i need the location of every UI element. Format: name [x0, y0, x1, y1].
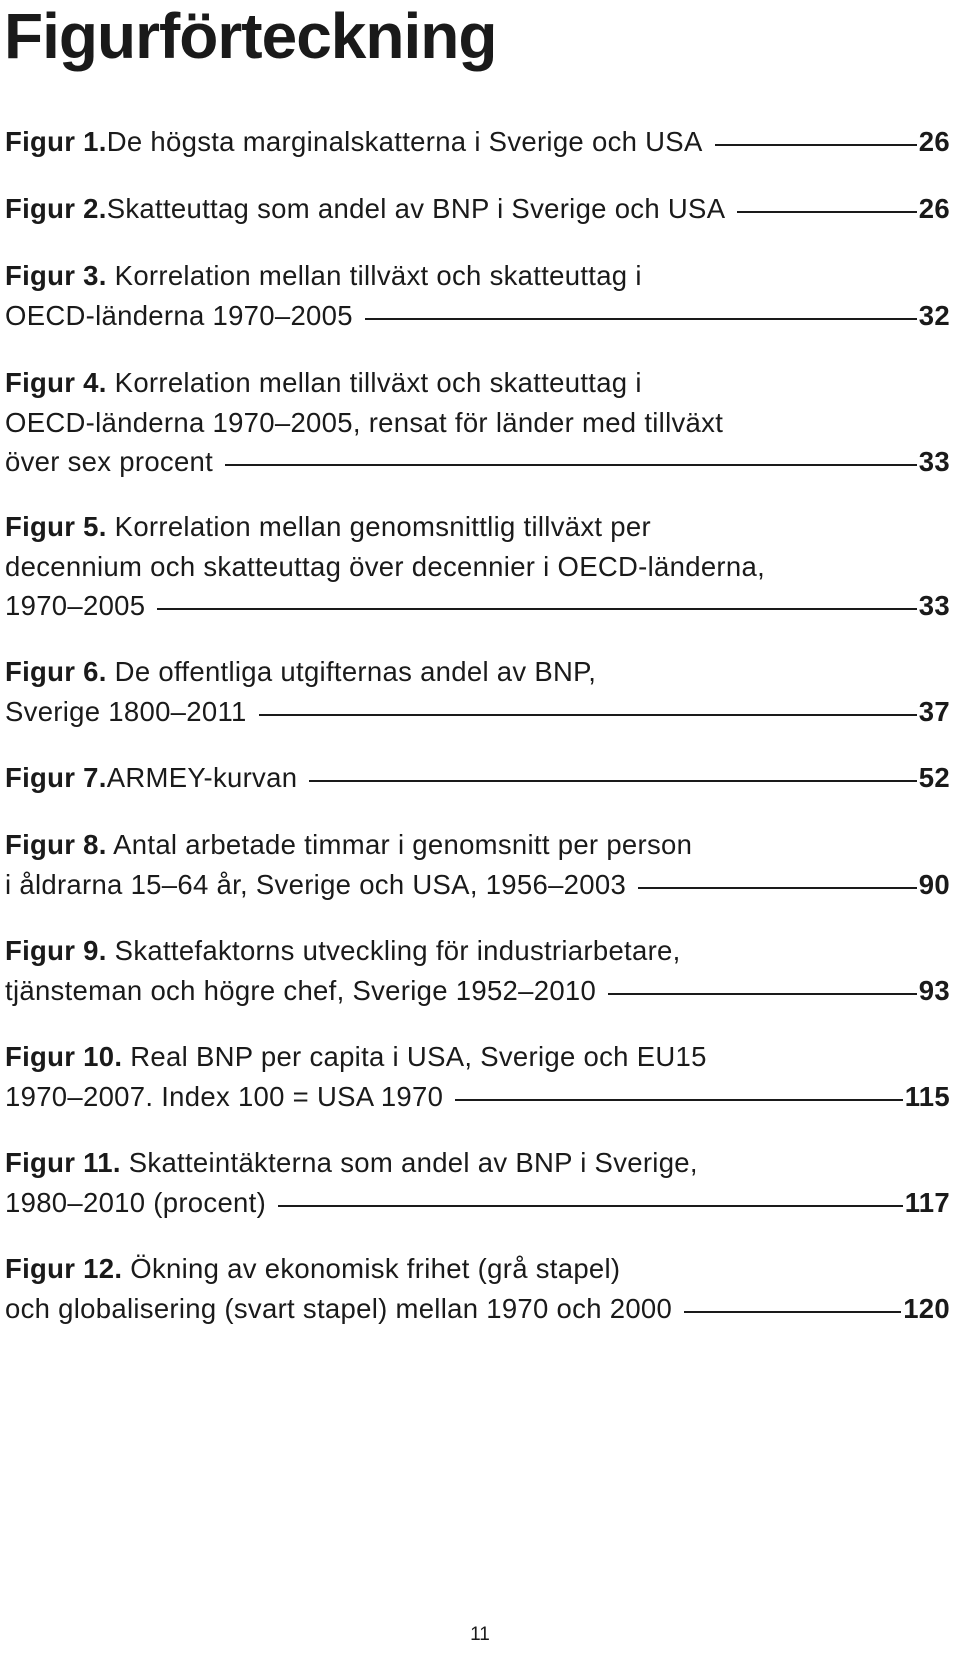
figure-number: Figur 6.: [5, 656, 107, 687]
figure-title-text: Sverige 1800–2011: [5, 695, 247, 727]
entry-last-line: [5, 189, 950, 229]
figure-number: Figur 11.: [5, 1147, 121, 1178]
page-reference: 117: [904, 1186, 950, 1218]
figure-title-text: Real BNP per capita i USA, Sverige och EU15: [130, 1041, 707, 1072]
leader-line: [309, 780, 917, 782]
entry-last-line: [5, 1183, 950, 1223]
leader-line: [455, 1099, 903, 1101]
figure-title-text: decennium och skatteuttag över decennier i OECD-länderna,: [5, 550, 766, 582]
figure-title-text: Ökning av ekonomisk frihet (grå stapel): [130, 1253, 621, 1284]
figure-title-text: Korrelation mellan tillväxt och skatteuttag i: [114, 260, 642, 291]
entry-line: [5, 256, 950, 296]
figure-number: Figur 9.: [5, 935, 107, 966]
leader-line: [278, 1205, 903, 1207]
figure-number: Figur 8.: [5, 829, 107, 860]
figure-entry[interactable]: [5, 1249, 950, 1328]
figure-entry[interactable]: [5, 931, 950, 1010]
leader-line: [157, 608, 916, 610]
figure-title-text: 1970–2005: [5, 590, 146, 621]
page-reference: 26: [918, 193, 950, 224]
entry-last-line: [5, 1077, 950, 1117]
figure-title-text: i åldrarna 15–64 år, Sverige och USA, 1956–2003: [5, 868, 627, 900]
figure-entry[interactable]: [5, 1143, 950, 1222]
entry-last-line: [5, 296, 950, 336]
leader-line: [737, 211, 916, 213]
figure-entry[interactable]: [5, 507, 950, 626]
entry-line: [5, 931, 950, 971]
entry-line: [5, 825, 950, 865]
entry-last-line: [5, 758, 950, 798]
figure-entry[interactable]: [5, 363, 950, 482]
entry-line: [5, 1249, 950, 1289]
entry-last-line: [5, 865, 950, 905]
entry-line: [5, 1143, 950, 1183]
figure-number: Figur 1.: [5, 126, 107, 157]
entry-line: [5, 403, 950, 443]
figure-number: Figur 4.: [5, 367, 107, 398]
figure-number: Figur 3.: [5, 260, 107, 291]
figure-title-text: Korrelation mellan genomsnittlig tillväxt per: [114, 511, 651, 542]
page-reference: 120: [903, 1292, 950, 1324]
page-reference: 32: [918, 299, 950, 331]
figure-entry[interactable]: [5, 189, 950, 229]
figure-entry[interactable]: [5, 758, 950, 798]
figure-title-text: och globalisering (svart stapel) mellan 1970 och 2000: [5, 1292, 673, 1324]
leader-line: [365, 318, 917, 320]
figure-title-text: OECD-länderna 1970–2005, rensat för länder med tillväxt: [5, 406, 724, 438]
page-title: Figurförteckning: [4, 0, 497, 72]
entry-line: [5, 652, 950, 692]
entry-line: [5, 547, 950, 587]
entry-line: [5, 363, 950, 403]
entry-last-line: [5, 971, 950, 1011]
figure-title-text: Skattefaktorns utveckling för industriarbetare,: [114, 935, 681, 966]
page-number: 11: [470, 1624, 490, 1645]
figure-title-text: De offentliga utgifternas andel av BNP,: [114, 656, 597, 687]
figure-number: Figur 5.: [5, 511, 107, 542]
entry-line: [5, 1037, 950, 1077]
leader-line: [225, 464, 917, 466]
figure-title-text: Antal arbetade timmar i genomsnitt per person: [113, 829, 693, 860]
page-reference: 52: [918, 762, 950, 793]
leader-line: [684, 1311, 901, 1313]
entry-last-line: [5, 586, 950, 626]
figure-title-text: De högsta marginalskatterna i Sverige och USA: [106, 126, 703, 157]
entry-last-line: [5, 692, 950, 732]
figure-title-text: tjänsteman och högre chef, Sverige 1952–2010: [5, 974, 597, 1006]
figure-title-text: ARMEY-kurvan: [106, 762, 298, 793]
figure-title-text: 1970–2007. Index 100 = USA 1970: [5, 1080, 444, 1112]
figure-number: Figur 2.: [5, 193, 107, 224]
entry-last-line: [5, 122, 950, 162]
figure-title-text: OECD-länderna 1970–2005: [5, 299, 353, 331]
figure-title-text: Skatteintäkterna som andel av BNP i Sverige,: [128, 1147, 698, 1178]
figure-number: Figur 7.: [5, 762, 107, 793]
figure-number: Figur 12.: [5, 1253, 123, 1284]
page-reference: 90: [918, 868, 950, 900]
figure-title-text: över sex procent: [5, 446, 214, 477]
figure-title-text: 1980–2010 (procent): [5, 1186, 267, 1218]
figure-entry[interactable]: [5, 122, 950, 162]
figure-title-text: Skatteuttag som andel av BNP i Sverige och USA: [106, 193, 726, 224]
page-reference: 115: [904, 1080, 950, 1112]
figure-entry[interactable]: [5, 256, 950, 335]
page-reference: 26: [918, 126, 950, 157]
figure-entry[interactable]: [5, 652, 950, 731]
entry-last-line: [5, 1289, 950, 1329]
figure-entry[interactable]: [5, 825, 950, 904]
page-reference: 37: [918, 695, 950, 727]
page-reference: 93: [918, 974, 950, 1006]
leader-line: [608, 993, 917, 995]
figure-number: Figur 10.: [5, 1041, 123, 1072]
leader-line: [259, 714, 917, 716]
leader-line: [715, 144, 917, 146]
leader-line: [638, 887, 917, 889]
entry-last-line: [5, 442, 950, 482]
figure-entry[interactable]: [5, 1037, 950, 1116]
page-reference: 33: [918, 590, 950, 621]
figure-title-text: Korrelation mellan tillväxt och skatteuttag i: [114, 367, 642, 398]
page-reference: 33: [918, 446, 950, 477]
entry-line: [5, 507, 950, 547]
